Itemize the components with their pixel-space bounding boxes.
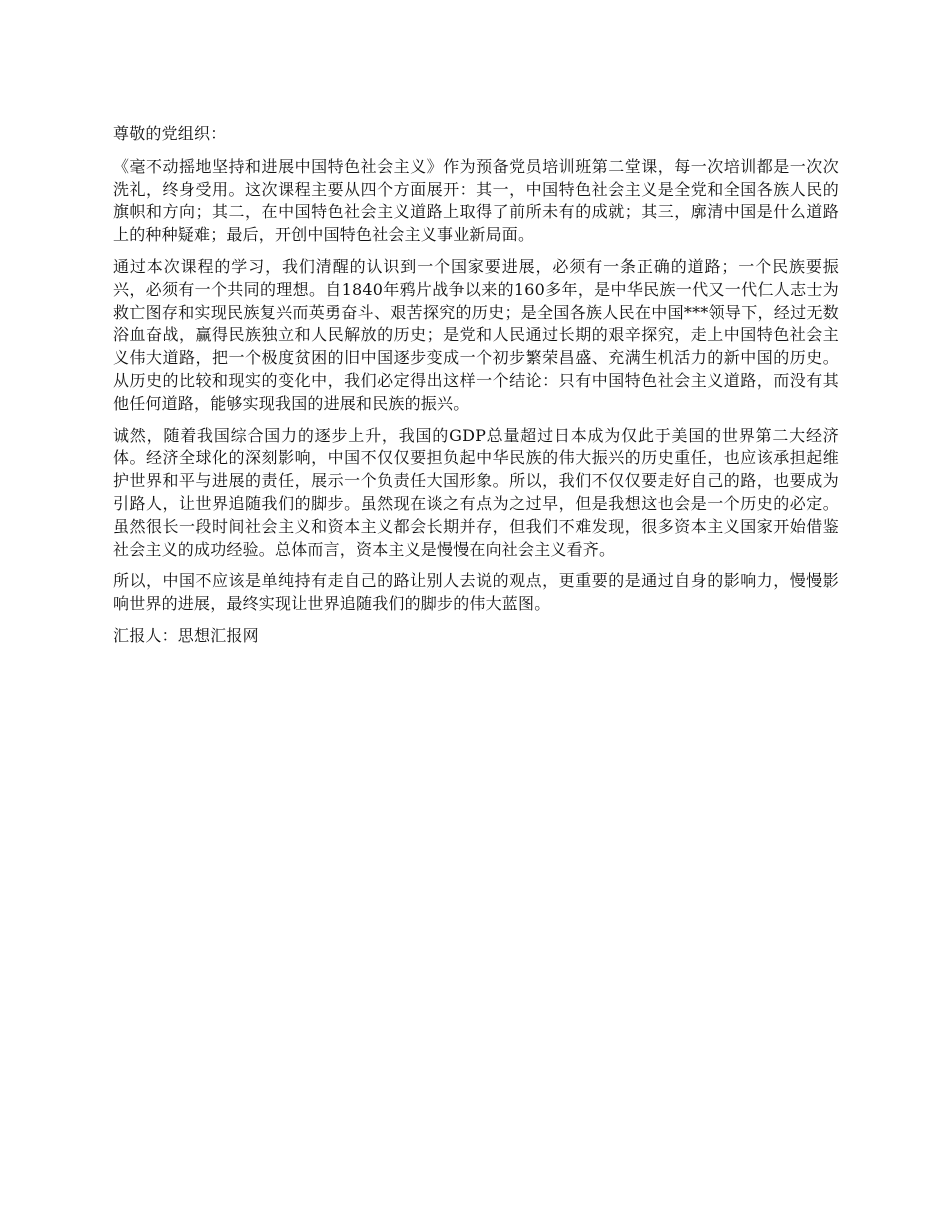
document-body <box>113 123 839 657</box>
paragraph-1: 《毫不动摇地坚持和进展中国特色社会主义》作为预备党员培训班第二堂课，每一次培训都是一次次洗礼，终身受用。这次课程主要从四个方面展开：其一，中国特色社会主义是全党和全国各族人民的旗帜和方向；其二，在中国特色社会主义道路上取得了前所未有的成就；其三，廓清中国是什么道路上的种种疑难；最后，开创中国特色社会主义事业新局面。 <box>113 156 839 245</box>
paragraph-4: 所以，中国不应该是单纯持有走自己的路让别人去说的观点，更重要的是通过自身的影响力，慢慢影响世界的进展，最终实现让世界追随我们的脚步的伟大蓝图。 <box>113 571 839 614</box>
paragraph-3: 诚然，随着我国综合国力的逐步上升，我国的GDP总量超过日本成为仅此于美国的世界第二大经济体。经济全球化的深刻影响，中国不仅仅要担负起中华民族的伟大振兴的历史重任，也应该承担起维护世界和平与进展的责任，展示一个负责任大国形象。所以，我们不仅仅要走好自己的路，也要成为引路人，让世界追随我们的脚步。虽然现在谈之有点为之过早，但是我想这也会是一个历史的必定。虽然很长一段时间社会主义和资本主义都会长期并存，但我们不难发现，很多资本主义国家开始借鉴社会主义的成功经验。总体而言，资本主义是慢慢在向社会主义看齐。 <box>113 425 839 559</box>
paragraph-2: 通过本次课程的学习，我们清醒的认识到一个国家要进展，必须有一条正确的道路；一个民族要振兴，必须有一个共同的理想。自1840年鸦片战争以来的160多年，是中华民族一代又一代仁人志士为救亡图存和实现民族复兴而英勇奋斗、艰苦探究的历史；是全国各族人民在中国***领导下，经过无数浴血奋战，赢得民族独立和人民解放的历史；是党和人民通过长期的艰辛探究，走上中国特色社会主义伟大道路，把一个极度贫困的旧中国逐步变成一个初步繁荣昌盛、充满生机活力的新中国的历史。从历史的比较和现实的变化中，我们必定得出这样一个结论：只有中国特色社会主义道路，而没有其他任何道路，能够实现我国的进展和民族的振兴。 <box>113 256 839 413</box>
salutation: 尊敬的党组织： <box>113 124 227 143</box>
signature: 汇报人：思想汇报网 <box>113 625 259 645</box>
